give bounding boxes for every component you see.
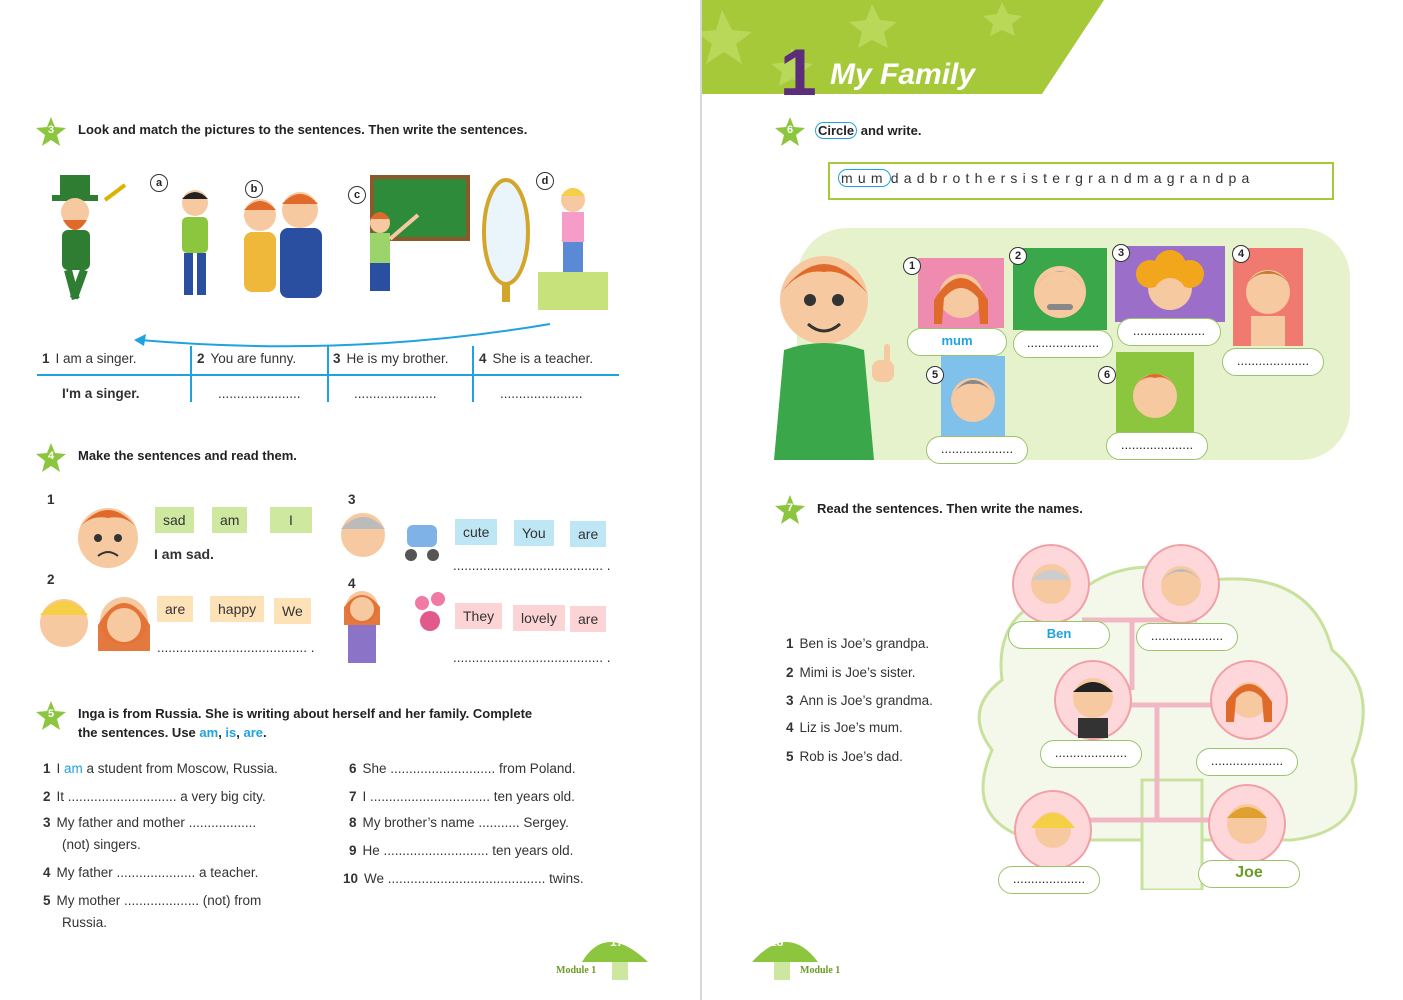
portrait-1 — [918, 258, 1004, 328]
ex5-item-6[interactable]: 6 She ............................ from Poland. — [349, 761, 576, 776]
page-number: 17 — [610, 935, 624, 949]
word-card[interactable]: sad — [155, 507, 194, 533]
ex4-answer-2[interactable]: ........................................ . — [157, 640, 315, 655]
girl-flowers-illustration — [338, 585, 448, 665]
ex6-answer-5[interactable]: .................... — [926, 436, 1028, 464]
exercise-5-star-icon: 5 — [35, 700, 67, 732]
ex3-answer-1: I'm a singer. — [62, 386, 140, 401]
module-label: Module 1 — [556, 965, 597, 976]
ex4-item-1-number: 1 — [47, 492, 55, 507]
ex3-sentence-3: 3 He is my brother. — [333, 351, 449, 366]
exercise-6-instruction: Circle and write. — [815, 123, 921, 138]
tree-portrait-joe — [1208, 784, 1286, 864]
ex7-sentence-2: 2 Mimi is Joe’s sister. — [786, 665, 916, 680]
grandma-pram-illustration — [335, 505, 447, 570]
ex3-sentence-1: 1 I am a singer. — [42, 351, 137, 366]
exercise-7-instruction: Read the sentences. Then write the names. — [817, 501, 1083, 516]
portrait-2 — [1013, 248, 1107, 330]
ex4-answer-4[interactable]: ........................................ . — [453, 650, 611, 665]
page-number: 18 — [770, 935, 784, 949]
ex4-answer-1: I am sad. — [154, 546, 214, 562]
portrait-5 — [941, 356, 1005, 438]
module-label: Module 1 — [800, 965, 841, 976]
left-page — [0, 0, 700, 1000]
right-page — [702, 0, 1403, 1000]
ex5-item-9[interactable]: 9 He ............................ ten years old. — [349, 843, 574, 858]
ex4-item-3-number: 3 — [348, 492, 356, 507]
ex3-answer-4[interactable]: ...................... — [500, 386, 583, 401]
tree-portrait-dad — [1054, 660, 1132, 740]
portrait-number-4: 4 — [1232, 245, 1250, 263]
tree-portrait-sister — [1014, 790, 1092, 870]
exercise-7-star-icon: 7 — [774, 494, 806, 526]
ex3-answer-2[interactable]: ...................... — [218, 386, 301, 401]
ex5-item-5-line2: Russia. — [62, 915, 108, 930]
exercise-3-star-icon: 3 — [35, 116, 67, 148]
ex3-sentence-4: 4 She is a teacher. — [479, 351, 594, 366]
word-card[interactable]: I — [270, 507, 312, 533]
portrait-3 — [1115, 246, 1225, 322]
portrait-number-3: 3 — [1112, 244, 1130, 262]
portrait-4 — [1233, 248, 1303, 346]
teacher-illustration — [358, 175, 470, 315]
portrait-number-1: 1 — [903, 257, 921, 275]
exercise-5-instruction-line2: the sentences. Use am, is, are. — [78, 725, 267, 740]
ex7-sentence-4: 4 Liz is Joe’s mum. — [786, 720, 903, 735]
portrait-number-2: 2 — [1009, 247, 1027, 265]
portrait-6 — [1116, 352, 1194, 434]
exercise-4-instruction: Make the sentences and read them. — [78, 448, 297, 463]
word-card[interactable]: are — [157, 596, 193, 622]
ex4-answer-3[interactable]: ........................................ . — [453, 558, 611, 573]
ex7-sentence-5: 5 Rob is Joe’s dad. — [786, 749, 903, 764]
tree-label-6: Joe — [1198, 860, 1300, 888]
tree-label-1: Ben — [1008, 621, 1110, 649]
ex7-sentence-1: 1 Ben is Joe’s grandpa. — [786, 636, 930, 651]
ex6-answer-4[interactable]: .................... — [1222, 348, 1324, 376]
ex3-sentence-2: 2 You are funny. — [197, 351, 297, 366]
tree-portrait-grandpa — [1012, 544, 1090, 624]
word-card[interactable]: am — [212, 507, 247, 533]
boy-pointing-illustration — [764, 240, 924, 460]
tree-label-3[interactable]: .................... — [1040, 740, 1142, 768]
word-card[interactable]: happy — [210, 596, 264, 622]
ex7-sentence-3: 3 Ann is Joe’s grandma. — [786, 693, 933, 708]
table-col-line — [472, 346, 474, 402]
tree-portrait-mum — [1210, 660, 1288, 740]
ex5-item-3[interactable]: 3 My father and mother .................. — [43, 815, 257, 830]
sad-boy-illustration — [68, 488, 148, 580]
ex6-answer-3[interactable]: .................... — [1117, 318, 1221, 346]
word-card[interactable]: are — [570, 606, 606, 632]
exercise-6-star-icon: 6 — [774, 116, 806, 148]
word-card[interactable]: lovely — [513, 605, 565, 631]
word-card[interactable]: are — [570, 521, 606, 547]
ex5-item-2[interactable]: 2 It ............................. a very big city. — [43, 789, 266, 804]
picture-letter-d: d — [536, 172, 554, 190]
tree-label-5[interactable]: .................... — [998, 866, 1100, 894]
picture-letter-b: b — [245, 180, 263, 198]
ex6-answer-6[interactable]: .................... — [1106, 432, 1208, 460]
exercise-4-star-icon: 4 — [35, 442, 67, 474]
word-snake[interactable]: mum dadbrothersistergrandmagrandpa — [838, 170, 1255, 186]
word-card[interactable]: We — [274, 598, 311, 624]
ex6-answer-2[interactable]: .................... — [1013, 330, 1113, 358]
ex5-item-8[interactable]: 8 My brother’s name ........... Sergey. — [349, 815, 569, 830]
tree-label-4[interactable]: .................... — [1196, 748, 1298, 776]
ex4-item-2-number: 2 — [47, 572, 55, 587]
table-col-line — [327, 346, 329, 402]
ex6-answer-1: mum — [907, 328, 1007, 356]
ex5-item-10[interactable]: 10 We .......................................... twins. — [343, 871, 584, 886]
unit-title: My Family — [830, 58, 976, 91]
two-boys-illustration — [220, 180, 335, 305]
ex5-item-3-line2: (not) singers. — [62, 837, 141, 852]
picture-letter-c: c — [348, 186, 366, 204]
ex5-item-4[interactable]: 4 My father ..................... a teacher. — [43, 865, 259, 880]
ex5-item-7[interactable]: 7 I ................................ ten years old. — [349, 789, 575, 804]
word-card[interactable]: You — [514, 520, 554, 546]
ex5-item-1: 1 I am a student from Moscow, Russia. — [43, 761, 278, 776]
leprechaun-illustration — [30, 170, 140, 310]
tree-label-2[interactable]: .................... — [1136, 623, 1238, 651]
portrait-number-5: 5 — [926, 366, 944, 384]
ex5-item-5[interactable]: 5 My mother .................... (not) from — [43, 893, 262, 908]
picture-letter-a: a — [150, 174, 168, 192]
exercise-3-instruction: Look and match the pictures to the sentences. Then write the sentences. — [78, 122, 528, 137]
word-card[interactable]: They — [455, 603, 502, 629]
exercise-5-instruction-line1: Inga is from Russia. She is writing about herself and her family. Complete — [78, 706, 533, 721]
unit-number: 1 — [780, 35, 817, 109]
singer-mirror-illustration — [478, 172, 613, 312]
boy-a-illustration — [170, 185, 220, 305]
table-col-line — [190, 346, 192, 402]
ex4-item-4-number: 4 — [348, 576, 356, 591]
tree-portrait-grandma — [1142, 544, 1220, 624]
word-card[interactable]: cute — [455, 519, 497, 545]
portrait-number-6: 6 — [1098, 366, 1116, 384]
match-arrow — [130, 318, 560, 352]
ex3-answer-3[interactable]: ...................... — [354, 386, 437, 401]
happy-girls-illustration — [36, 585, 156, 660]
